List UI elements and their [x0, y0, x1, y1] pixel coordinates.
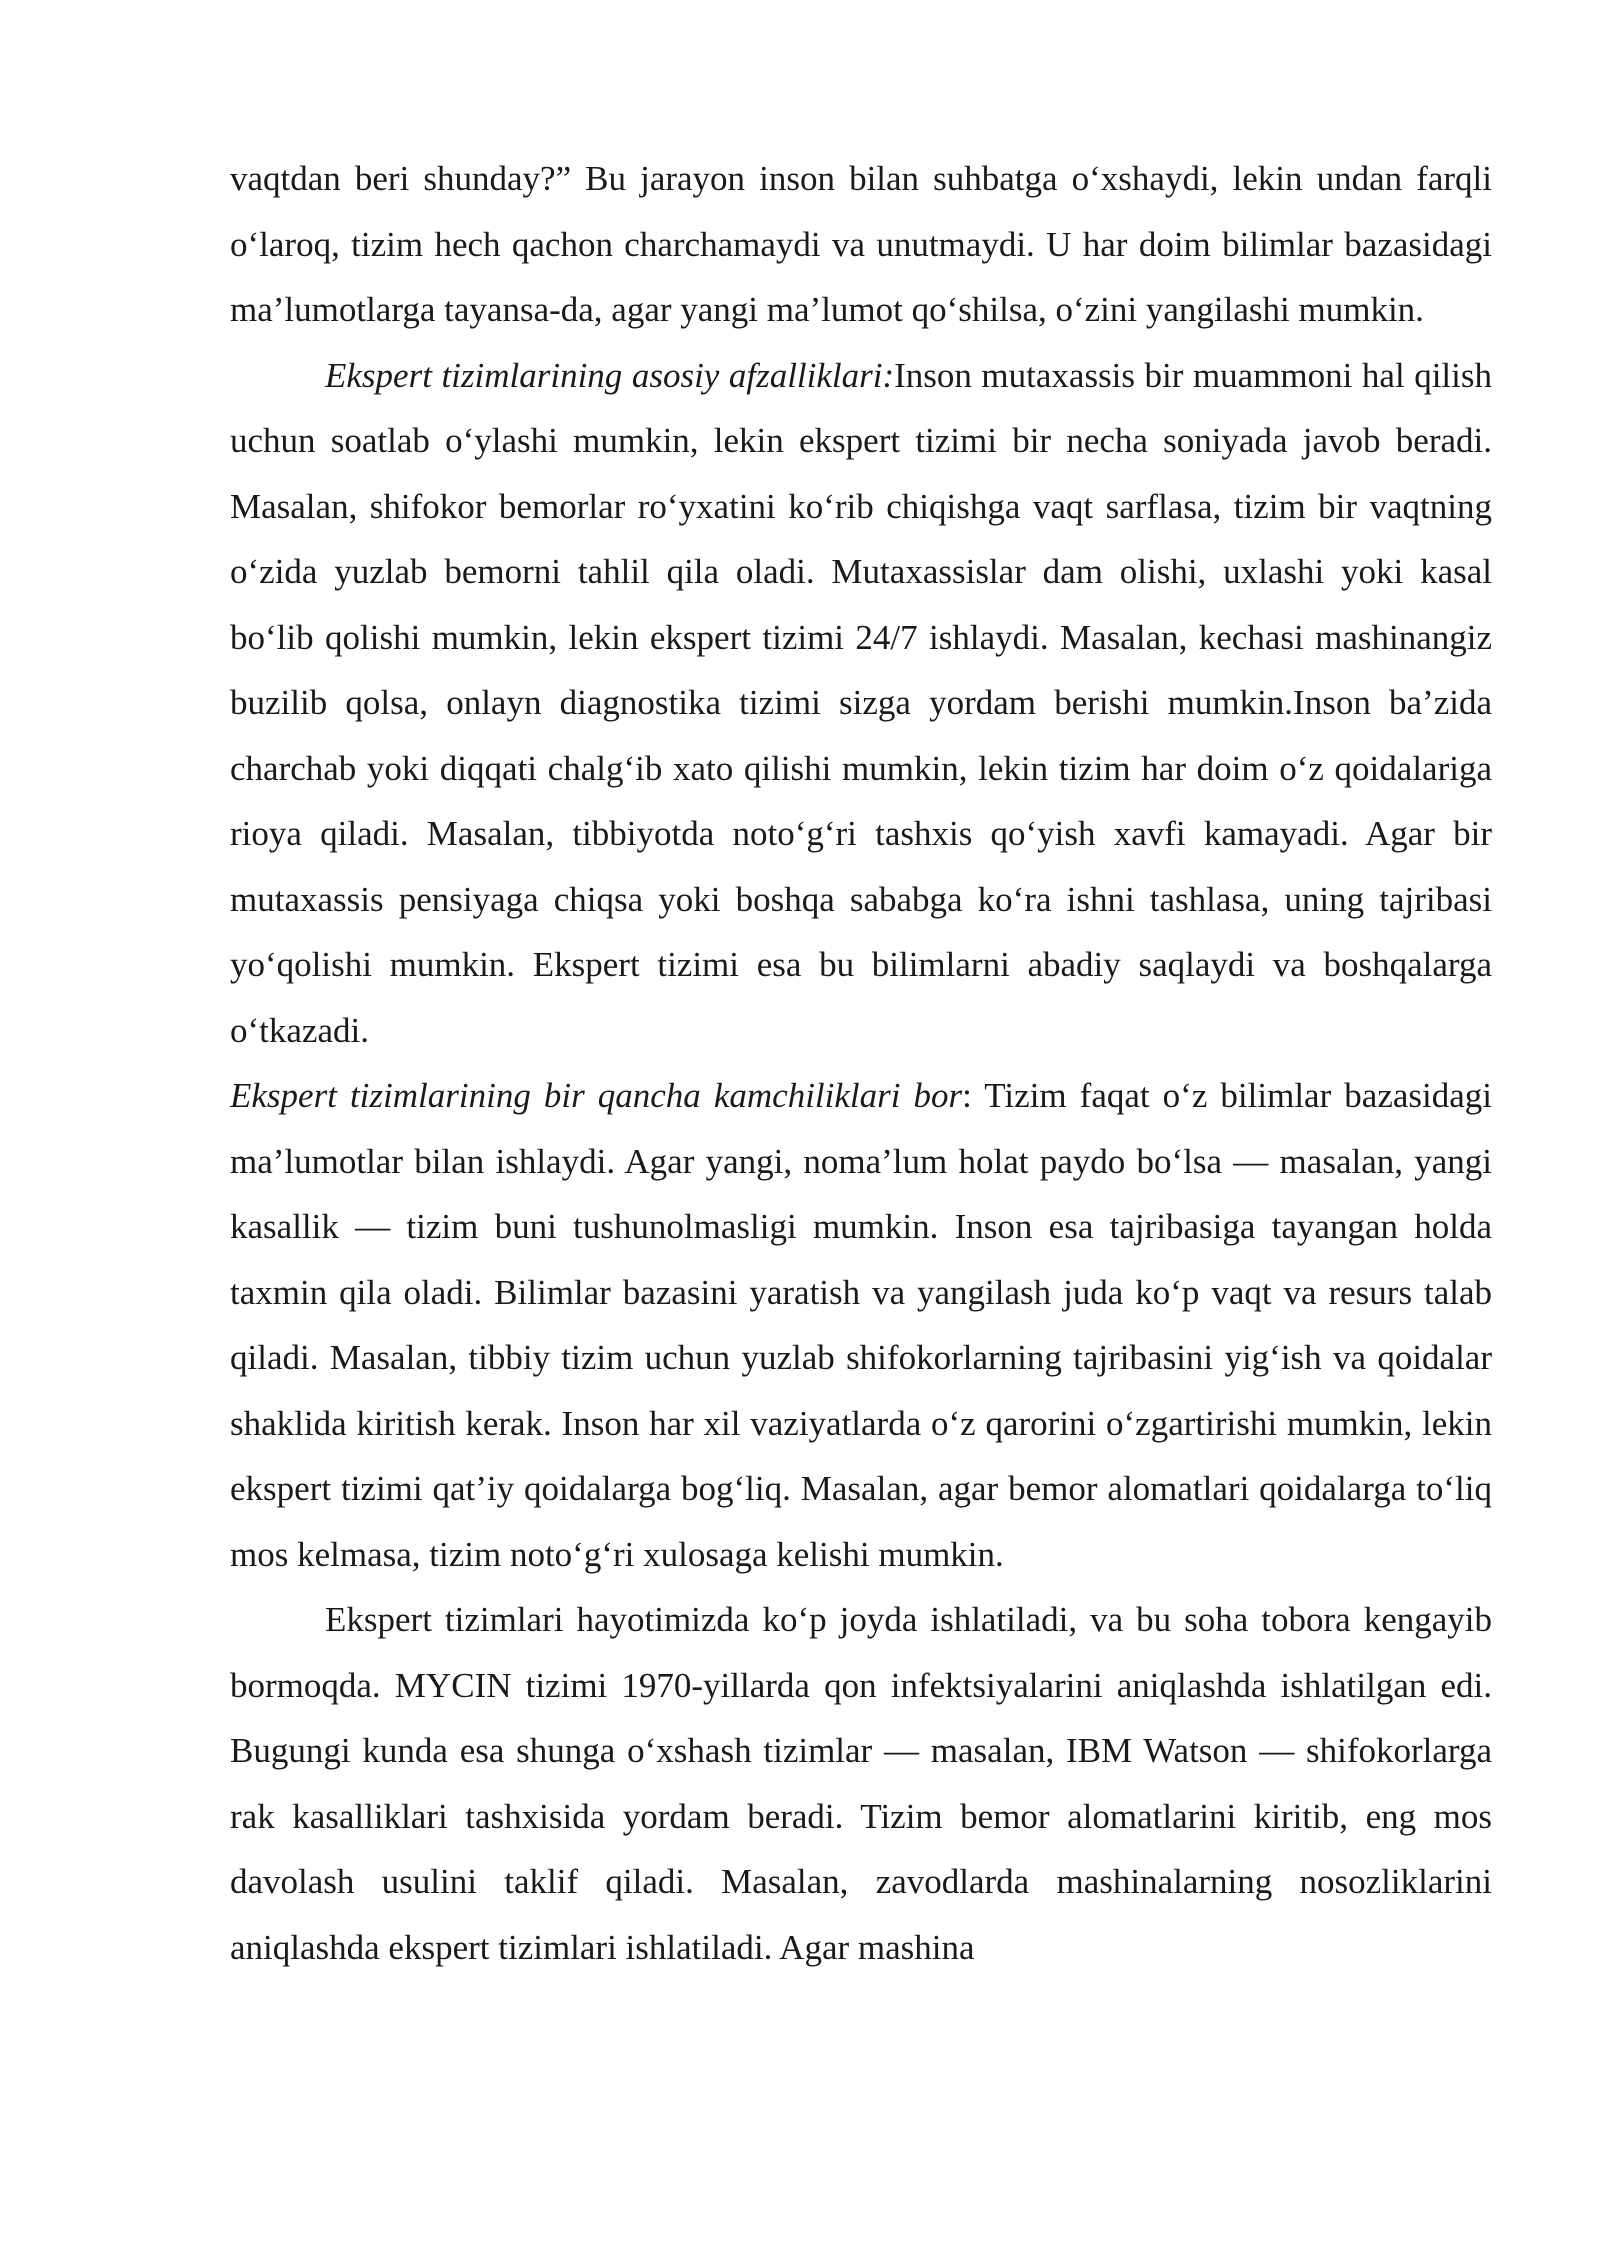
applications-text: Ekspert tizimlari hayotimizda ko‘p joyda ishlatiladi, va bu soha tobora kengayib bormoqda. MYCIN tizimi 1970-yillarda qon infektsiyalarini aniqlashda ishlatilgan edi. Bugungi kunda esa shunga o‘xshash tizimlar — masalan, IBM Watson — shifokorlarga rak kasalliklari tashxisida yordam beradi. Tizim bemor alomatlarini kiritib, eng mos davolash usulini taklif qiladi. Masalan, zavodlarda mashinalarning nosozliklarini aniqlashda ekspert tizimlari ishlatiladi. Agar mashina: [230, 1600, 1492, 1967]
paragraph-advantages: [230, 343, 1492, 1064]
disadvantages-text: : Tizim faqat o‘z bilimlar bazasidagi ma’lumotlar bilan ishlaydi. Agar yangi, noma’lum holat paydo bo‘lsa — masalan, yangi kasallik — tizim buni tushunolmasligi mumkin. Inson esa tajribasiga tayangan holda taxmin qila oladi. Bilimlar bazasini yaratish va yangilash juda ko‘p vaqt va resurs talab qiladi. Masalan, tibbiy tizim uchun yuzlab shifokorlarning tajribasini yig‘ish va qoidalar shaklida kiritish kerak. Inson har xil vaziyatlarda o‘z qarorini o‘zgartirishi mumkin, lekin ekspert tizimi qat’iy qoidalarga bog‘liq. Masalan, agar bemor alomatlari qoidalarga to‘liq mos kelmasa, tizim noto‘g‘ri xulosaga kelishi mumkin.: [230, 1076, 1492, 1574]
document-body: [230, 146, 1492, 1980]
disadvantages-heading: Ekspert tizimlarining bir qancha kamchiliklari bor: [230, 1076, 963, 1115]
paragraph-text: vaqtdan beri shunday?” Bu jarayon inson bilan suhbatga o‘xshaydi, lekin undan farqli o‘laroq, tizim hech qachon charchamaydi va unutmaydi. U har doim bilimlar bazasidagi ma’lumotlarga tayansa-da, agar yangi ma’lumot qo‘shilsa, o‘zini yangilashi mumkin.: [230, 159, 1492, 329]
paragraph-disadvantages: [230, 1063, 1492, 1587]
advantages-heading: Ekspert tizimlarining asosiy afzalliklari:: [325, 355, 895, 395]
paragraph-continuation: [230, 146, 1492, 343]
advantages-text: Inson mutaxassis bir muammoni hal qilish uchun soatlab o‘ylashi mumkin, lekin ekspert tizimi bir necha soniyada javob beradi. Masalan, shifokor bemorlar ro‘yxatini ko‘rib chiqishga vaqt sarflasa, tizim bir vaqtning o‘zida yuzlab bemorni tahlil qila oladi. Mutaxassislar dam olishi, uxlashi yoki kasal bo‘lib qolishi mumkin, lekin ekspert tizimi 24/7 ishlaydi. Masalan, kechasi mashinangiz buzilib qolsa, onlayn diagnostika tizimi sizga yordam berishi mumkin.Inson ba’zida charchab yoki diqqati chalg‘ib xato qilishi mumkin, lekin tizim har doim o‘z qoidalariga rioya qiladi. Masalan, tibbiyotda noto‘g‘ri tashxis qo‘yish xavfi kamayadi. Agar bir mutaxassis pensiyaga chiqsa yoki boshqa sababga ko‘ra ishni tashlasa, uning tajribasi yo‘qolishi mumkin. Ekspert tizimi esa bu bilimlarni abadiy saqlaydi va boshqalarga o‘tkazadi.: [230, 355, 1492, 1050]
paragraph-applications: [230, 1587, 1492, 1980]
